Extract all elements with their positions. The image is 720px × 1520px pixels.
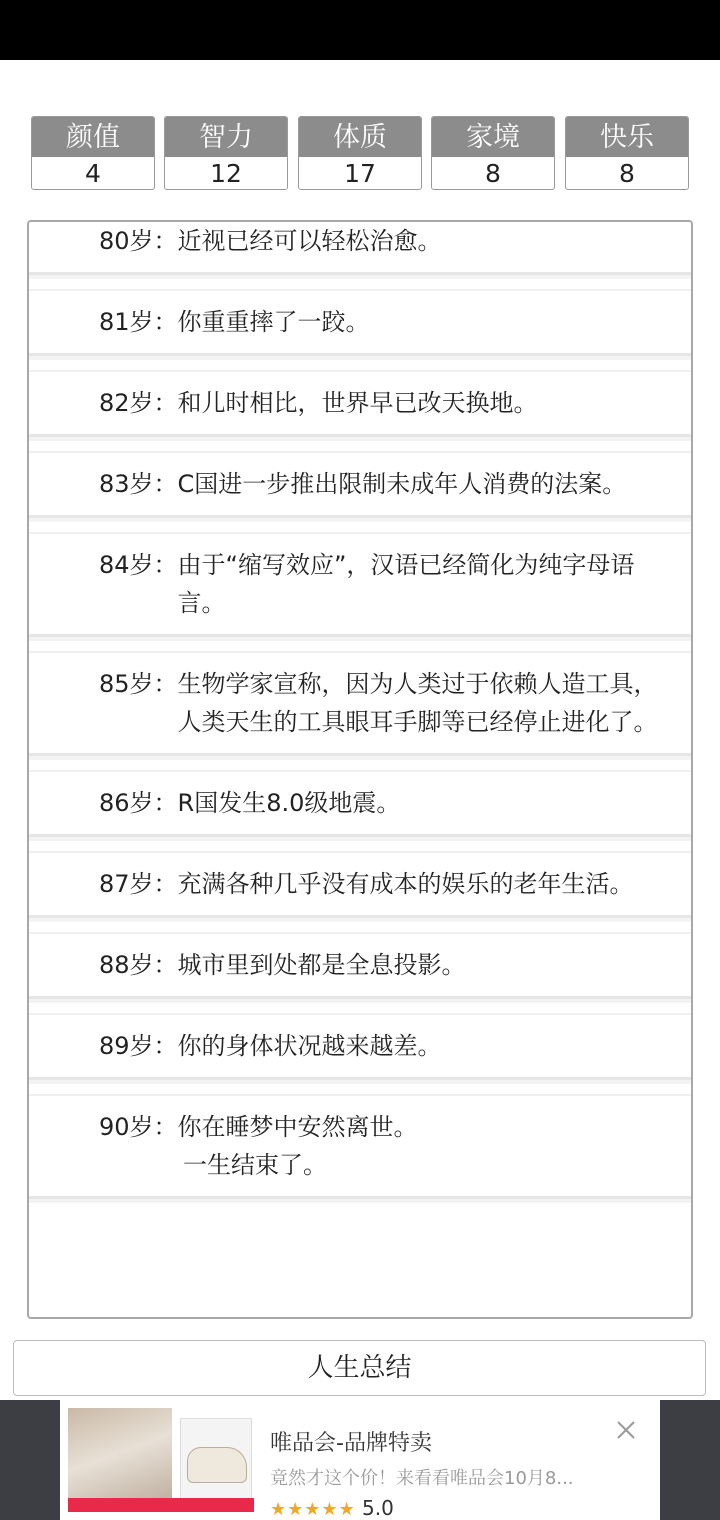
log-text: 你的身体状况越来越差。 <box>177 1032 442 1060</box>
log-text: 你重重摔了一跤。 <box>177 308 370 336</box>
log-age: 85岁： <box>99 670 178 698</box>
ad-banner[interactable] <box>0 1400 720 1520</box>
log-age: 83岁： <box>99 470 178 498</box>
stat-value: 17 <box>344 159 376 188</box>
stat-value: 8 <box>619 159 635 188</box>
log-age: 82岁： <box>99 389 178 417</box>
log-text: 和儿时相比，世界早已改天换地。 <box>177 389 538 417</box>
life-log-panel[interactable] <box>27 220 693 1319</box>
log-entry <box>29 1015 691 1080</box>
log-text: C国进一步推出限制未成年人消费的法案。 <box>177 470 627 498</box>
stat-intelligence <box>164 116 288 190</box>
stat-label: 快乐 <box>566 117 688 157</box>
ad-subtitle: 竟然才这个价！来看看唯品会10月8... <box>270 1468 574 1489</box>
log-age: 80岁： <box>99 227 178 255</box>
log-age: 81岁： <box>99 308 178 336</box>
log-entry <box>29 453 691 518</box>
log-age: 87岁： <box>99 870 178 898</box>
stat-value: 4 <box>85 159 101 188</box>
log-age: 88岁： <box>99 951 178 979</box>
stat-value: 12 <box>210 159 242 188</box>
ad-card[interactable] <box>60 1400 660 1520</box>
log-text: 你在睡梦中安然离世。 <box>177 1113 418 1141</box>
close-icon[interactable] <box>614 1418 638 1442</box>
log-text: 由于“缩写效应”，汉语已经简化为纯字母语言。 <box>177 551 635 617</box>
attribute-panel <box>31 116 689 190</box>
log-age: 90岁： <box>99 1113 178 1141</box>
life-summary-button[interactable]: 人生总结 <box>13 1340 706 1396</box>
shoe-icon <box>187 1447 247 1483</box>
log-text: 生物学家宣称，因为人类过于依赖人造工具，人类天生的工具眼耳手脚等已经停止进化了。 <box>177 670 658 736</box>
life-end-text: 一生结束了。 <box>183 1151 327 1179</box>
ad-rating-value: 5.0 <box>362 1496 394 1520</box>
stat-label: 颜值 <box>32 117 154 157</box>
log-text: R国发生8.0级地震。 <box>177 789 401 817</box>
log-age: 89岁： <box>99 1032 178 1060</box>
log-entry <box>29 853 691 918</box>
ad-product-image <box>68 1408 172 1512</box>
log-age: 86岁： <box>99 789 178 817</box>
ad-price-strip <box>68 1498 254 1512</box>
log-age: 84岁： <box>99 551 178 579</box>
stat-happiness <box>565 116 689 190</box>
stat-family <box>431 116 555 190</box>
status-bar <box>0 0 720 60</box>
life-log-list <box>29 220 691 1215</box>
log-entry <box>29 372 691 437</box>
log-entry-final <box>29 1096 691 1199</box>
star-rating-icon: ★★★★★ <box>270 1499 356 1520</box>
log-entry <box>29 220 691 275</box>
ad-title: 唯品会-品牌特卖 <box>270 1431 432 1456</box>
log-entry <box>29 653 691 756</box>
stat-constitution <box>298 116 422 190</box>
log-text: 城市里到处都是全息投影。 <box>177 951 466 979</box>
ad-rating <box>270 1496 394 1520</box>
stat-appearance <box>31 116 155 190</box>
log-entry <box>29 534 691 637</box>
stat-label: 体质 <box>299 117 421 157</box>
stat-label: 家境 <box>432 117 554 157</box>
log-text: 近视已经可以轻松治愈。 <box>177 227 442 255</box>
log-entry <box>29 772 691 837</box>
log-entry <box>29 291 691 356</box>
stat-label: 智力 <box>165 117 287 157</box>
stat-value: 8 <box>485 159 501 188</box>
log-text: 充满各种几乎没有成本的娱乐的老年生活。 <box>177 870 634 898</box>
log-entry <box>29 934 691 999</box>
